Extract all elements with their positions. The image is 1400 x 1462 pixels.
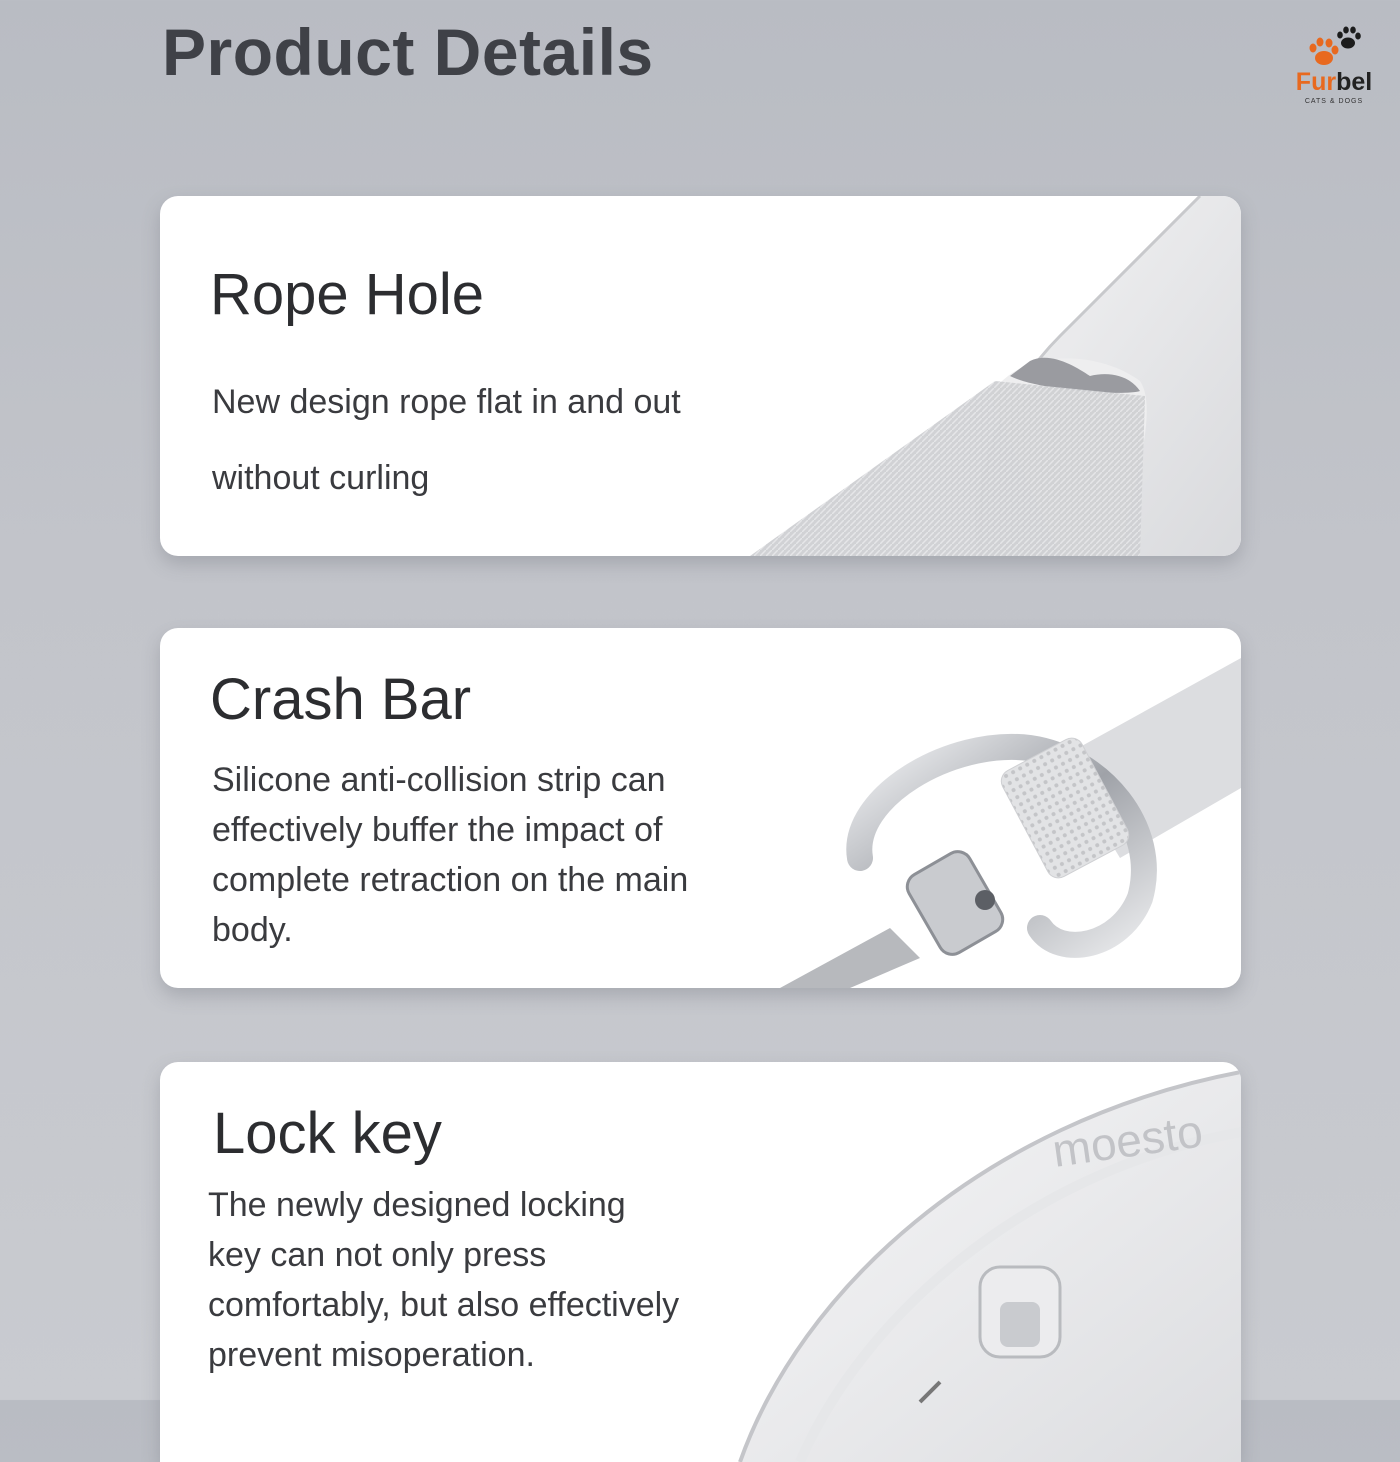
brand-logo: [1288, 22, 1380, 105]
feature-card-crash-bar: [160, 628, 1241, 988]
card-title: Crash Bar: [210, 667, 472, 732]
card-title: Rope Hole: [210, 262, 485, 327]
brand-engraving: moesto: [1049, 1104, 1206, 1177]
card-description: The newly designed locking key can not only press comfortably, but also effectively prevent misoperation.: [208, 1186, 680, 1374]
feature-card-rope-hole: [160, 196, 1241, 556]
card-title: Lock key: [213, 1101, 442, 1166]
feature-card-lock-key: [160, 1062, 1241, 1462]
brand-name: Furbel: [1295, 68, 1373, 96]
page-title: Product Details: [162, 15, 654, 89]
card-description: New design rope flat in and out without curling: [212, 383, 681, 497]
brand-tagline: CATS & DOGS: [1304, 98, 1364, 105]
paw-icon: [1299, 22, 1369, 74]
card-description: Silicone anti-collision strip can effectively buffer the impact of complete retraction on the main body.: [212, 761, 689, 949]
